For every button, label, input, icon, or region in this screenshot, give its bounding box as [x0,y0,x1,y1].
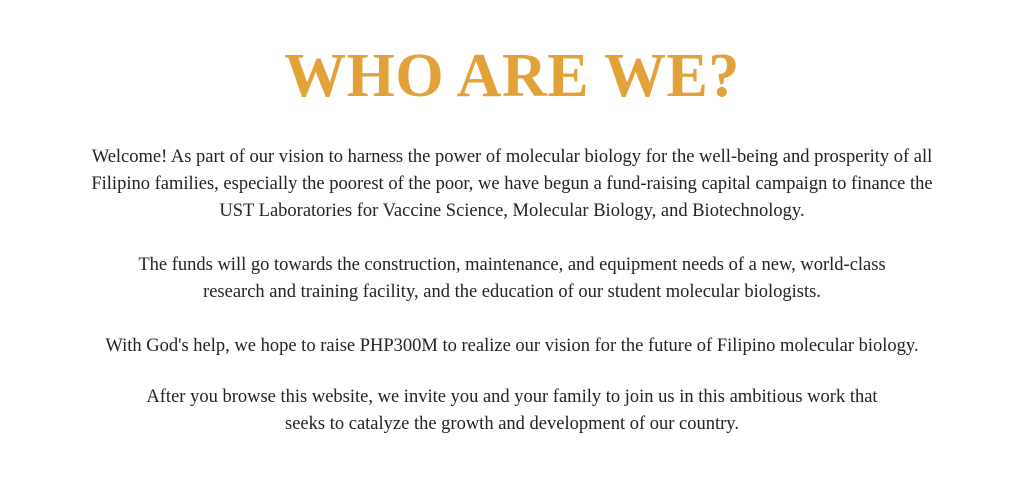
paragraph-line: After you browse this website, we invite you and your family to join us in this ambitious work that [146,387,878,407]
invitation-paragraph [24,384,1000,438]
page-title: WHO ARE WE? [284,42,740,110]
paragraph-line: Welcome! As part of our vision to harness the power of molecular biology for the well-being and prosperity of all [91,147,933,167]
paragraph-line: With God's help, we hope to raise PHP300M to realize our vision for the future of Filipino molecular biology. [105,336,919,356]
welcome-paragraph [24,144,1000,225]
paragraph-line: Filipino families, especially the poorest of the poor, we have begun a fund-raising capital campaign to finance the [91,174,933,194]
paragraph-line: The funds will go towards the construction, maintenance, and equipment needs of a new, world-class [138,255,886,275]
paragraph-line: research and training facility, and the education of our student molecular biologists. [203,282,821,302]
paragraph-line: seeks to catalyze the growth and development of our country. [285,414,739,434]
paragraph-line: UST Laboratories for Vaccine Science, Molecular Biology, and Biotechnology. [219,201,805,221]
goal-paragraph [24,333,1000,360]
funds-paragraph [24,252,1000,306]
